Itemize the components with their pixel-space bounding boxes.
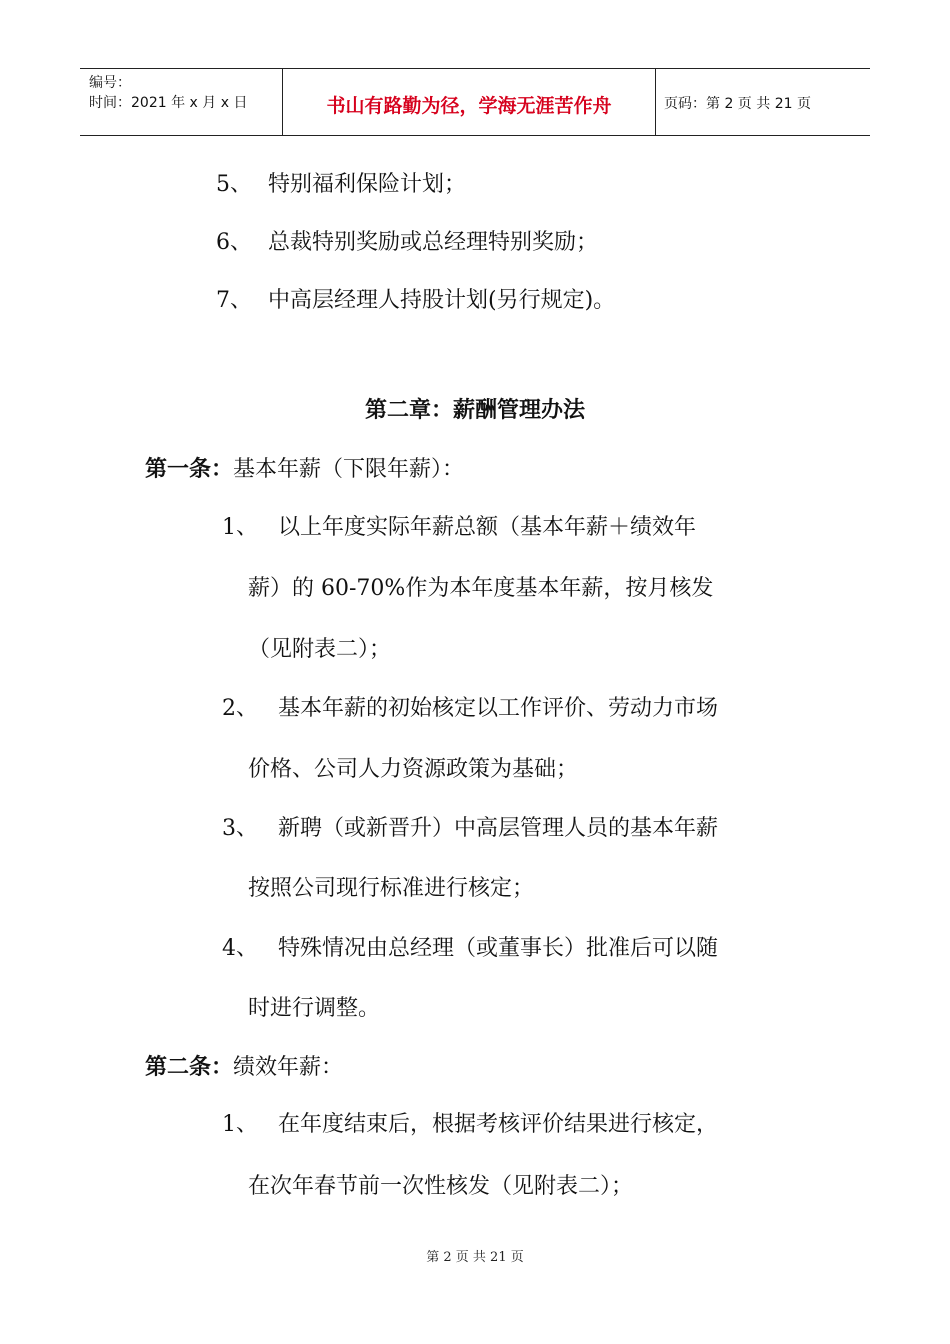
list-item <box>222 1110 718 1140</box>
page-footer: 第 2 页 共 21 页 <box>426 1250 524 1265</box>
item-text-continued: 按照公司现行标准进行核定； <box>248 876 535 901</box>
article-title: 基本年薪（下限年薪）： <box>233 457 465 482</box>
item-number: 2、 <box>222 696 258 721</box>
item-text: 基本年薪的初始核定以工作评价、劳动力市场 <box>278 696 719 721</box>
item-text-continued: 时进行调整。 <box>248 996 381 1021</box>
item-text: 以上年度实际年薪总额（基本年薪＋绩效年 <box>278 515 697 540</box>
item-text: 总裁特别奖励或总经理特别奖励； <box>268 230 599 255</box>
item-number: 7、 <box>216 288 252 313</box>
article-title: 绩效年薪： <box>233 1055 344 1080</box>
list-item <box>222 694 718 724</box>
item-text-continued: （见附表二）； <box>248 637 392 662</box>
item-text-continued: 价格、公司人力资源政策为基础； <box>248 757 579 782</box>
list-item <box>216 286 615 316</box>
chapter-title: 第二章：薪酬管理办法 <box>364 398 585 423</box>
item-text: 中高层经理人持股计划(另行规定)。 <box>268 288 616 313</box>
list-item <box>222 934 718 964</box>
item-number: 3、 <box>222 816 258 841</box>
article-heading <box>145 1053 343 1083</box>
item-text: 特别福利保险计划； <box>268 172 467 197</box>
header-divider <box>655 69 656 135</box>
list-item <box>216 170 466 200</box>
list-item <box>222 513 696 543</box>
item-text-continued: 薪）的 60-70%作为本年度基本年薪，按月核发 <box>248 576 714 601</box>
article-label: 第二条： <box>145 1055 234 1080</box>
page-header <box>80 68 870 136</box>
item-text: 新聘（或新晋升）中高层管理人员的基本年薪 <box>278 816 719 841</box>
header-meta <box>89 73 247 113</box>
article-label: 第一条： <box>145 457 234 482</box>
item-text-continued: 在次年春节前一次性核发（见附表二）； <box>248 1174 634 1199</box>
item-number: 1、 <box>222 1112 258 1137</box>
item-number: 6、 <box>216 230 252 255</box>
list-item <box>222 814 718 844</box>
article-heading <box>145 455 464 485</box>
item-number: 5、 <box>216 172 252 197</box>
header-time-label: 时间：2021 年 x 月 x 日 <box>89 95 248 111</box>
item-text: 在年度结束后，根据考核评价结果进行核定， <box>278 1112 719 1137</box>
item-number: 4、 <box>222 936 258 961</box>
list-item <box>216 228 598 258</box>
item-number: 1、 <box>222 515 258 540</box>
header-number-label: 编号： <box>89 75 131 91</box>
item-text: 特殊情况由总经理（或董事长）批准后可以随 <box>278 936 719 961</box>
header-motto: 书山有路勤为径，学海无涯苦作舟 <box>326 95 612 117</box>
header-page-info: 页码：第 2 页 共 21 页 <box>664 96 811 112</box>
